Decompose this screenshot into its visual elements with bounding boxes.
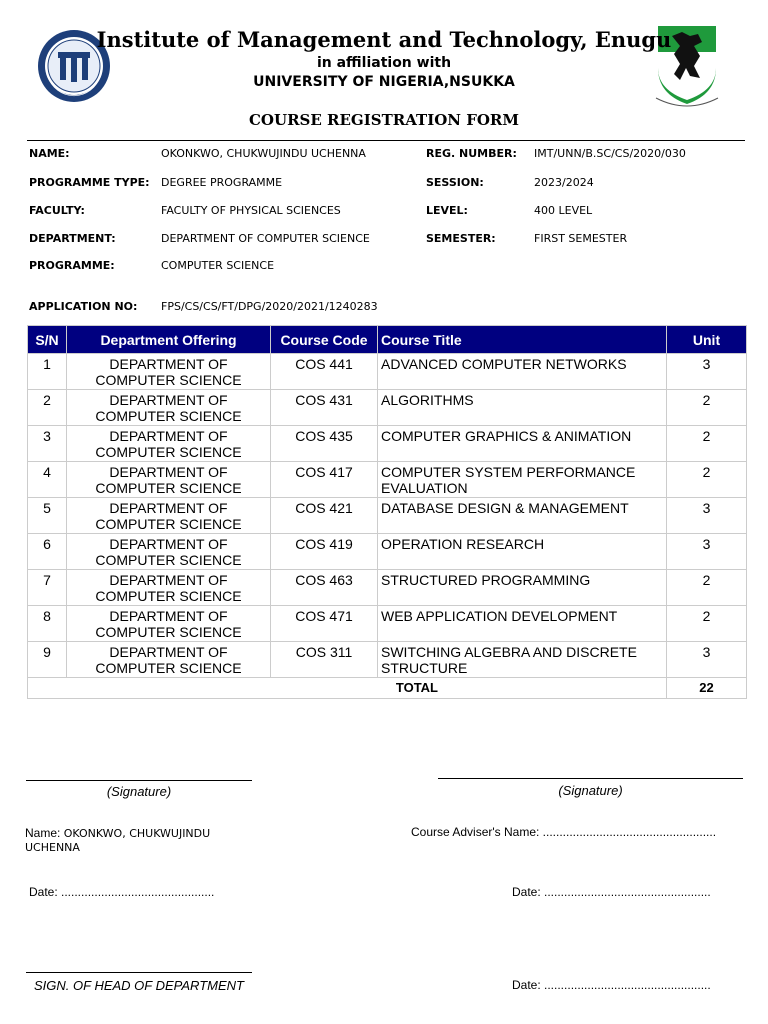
row-title: STRUCTURED PROGRAMMING [378,570,667,606]
total-row [28,678,747,699]
programme-label: PROGRAMME: [29,259,115,272]
row-sn: 2 [28,390,67,426]
row-department: DEPARTMENT OF COMPUTER SCIENCE [67,498,271,534]
table-row [28,642,747,678]
row-unit: 2 [667,570,747,606]
date-right-field: Date: .................................................. [512,885,711,899]
student-name-line1: OKONKWO, CHUKWUJINDU [63,827,211,840]
row-code: COS 431 [271,390,378,426]
table-row [28,354,747,390]
row-unit: 2 [667,426,747,462]
row-department: DEPARTMENT OF COMPUTER SCIENCE [67,606,271,642]
faculty-value: FACULTY OF PHYSICAL SCIENCES [161,204,341,217]
level-value: 400 LEVEL [534,204,593,217]
adviser-name-field: Course Adviser's Name: .................................................... [411,825,717,839]
table-row [28,606,747,642]
row-sn: 4 [28,462,67,498]
programme-type-label: PROGRAMME TYPE: [29,176,150,189]
institution-title: Institute of Management and Technology, Enugu [96,27,672,52]
row-unit: 2 [667,462,747,498]
total-label: TOTAL [28,678,667,699]
student-name-label: Name: [25,826,61,840]
row-unit: 3 [667,534,747,570]
row-code: COS 311 [271,642,378,678]
name-label: NAME: [29,147,70,160]
row-code: COS 441 [271,354,378,390]
row-code: COS 435 [271,426,378,462]
row-sn: 8 [28,606,67,642]
reg-label: REG. NUMBER: [426,147,517,160]
row-title: OPERATION RESEARCH [378,534,667,570]
hod-signature-caption: SIGN. OF HEAD OF DEPARTMENT [34,978,244,993]
name-value: OKONKWO, CHUKWUJINDU UCHENNA [161,147,366,160]
col-header-sn: S/N [28,326,67,354]
application-label: APPLICATION NO: [29,300,138,313]
programme-type-value: DEGREE PROGRAMME [161,176,283,189]
row-code: COS 471 [271,606,378,642]
semester-value: FIRST SEMESTER [534,232,628,245]
hod-signature-line [26,972,252,973]
col-header-unit: Unit [667,326,747,354]
row-title: ADVANCED COMPUTER NETWORKS [378,354,667,390]
faculty-label: FACULTY: [29,204,85,217]
row-department: DEPARTMENT OF COMPUTER SCIENCE [67,426,271,462]
row-title: DATABASE DESIGN & MANAGEMENT [378,498,667,534]
row-title: WEB APPLICATION DEVELOPMENT [378,606,667,642]
semester-label: SEMESTER: [426,232,496,245]
table-row [28,390,747,426]
course-table [27,325,747,699]
row-department: DEPARTMENT OF COMPUTER SCIENCE [67,534,271,570]
university-name: UNIVERSITY OF NIGERIA,NSUKKA [253,74,515,90]
table-row [28,498,747,534]
level-label: LEVEL: [426,204,468,217]
row-title: COMPUTER GRAPHICS & ANIMATION [378,426,667,462]
row-title: ALGORITHMS [378,390,667,426]
row-department: DEPARTMENT OF COMPUTER SCIENCE [67,462,271,498]
department-value: DEPARTMENT OF COMPUTER SCIENCE [161,232,370,245]
session-value: 2023/2024 [534,176,594,189]
row-unit: 2 [667,390,747,426]
table-row [28,462,747,498]
department-label: DEPARTMENT: [29,232,116,245]
col-header-code: Course Code [271,326,378,354]
row-department: DEPARTMENT OF COMPUTER SCIENCE [67,642,271,678]
row-code: COS 463 [271,570,378,606]
programme-value: COMPUTER SCIENCE [161,259,275,272]
row-department: DEPARTMENT OF COMPUTER SCIENCE [67,354,271,390]
student-signature-caption: (Signature) [106,784,172,799]
row-title: SWITCHING ALGEBRA AND DISCRETE STRUCTURE [378,642,667,678]
row-sn: 9 [28,642,67,678]
student-signature-line [26,780,252,781]
row-sn: 7 [28,570,67,606]
row-code: COS 419 [271,534,378,570]
row-unit: 2 [667,606,747,642]
row-code: COS 417 [271,462,378,498]
row-title: COMPUTER SYSTEM PERFORMANCE EVALUATION [378,462,667,498]
application-value: FPS/CS/CS/FT/DPG/2020/2021/1240283 [161,300,378,313]
date-left-field: Date: .............................................. [29,885,215,899]
row-department: DEPARTMENT OF COMPUTER SCIENCE [67,570,271,606]
row-department: DEPARTMENT OF COMPUTER SCIENCE [67,390,271,426]
row-sn: 1 [28,354,67,390]
reg-value: IMT/UNN/B.SC/CS/2020/030 [534,147,686,160]
row-sn: 5 [28,498,67,534]
form-title: COURSE REGISTRATION FORM [248,111,519,129]
col-header-title: Course Title [378,326,667,354]
date-bottom-field: Date: .................................................. [512,978,711,992]
row-unit: 3 [667,354,747,390]
adviser-signature-line [438,778,743,779]
affiliation-text: in affiliation with [316,55,452,71]
student-name-block [25,826,255,854]
table-row [28,570,747,606]
row-unit: 3 [667,498,747,534]
col-header-department: Department Offering [67,326,271,354]
session-label: SESSION: [426,176,484,189]
header-divider [27,140,745,141]
row-sn: 6 [28,534,67,570]
table-row [28,534,747,570]
row-sn: 3 [28,426,67,462]
row-code: COS 421 [271,498,378,534]
total-units: 22 [667,678,747,699]
row-unit: 3 [667,642,747,678]
table-row [28,426,747,462]
student-name-line2: UCHENNA [25,841,80,854]
adviser-signature-caption: (Signature) [558,783,623,798]
table-header-row [28,326,747,354]
